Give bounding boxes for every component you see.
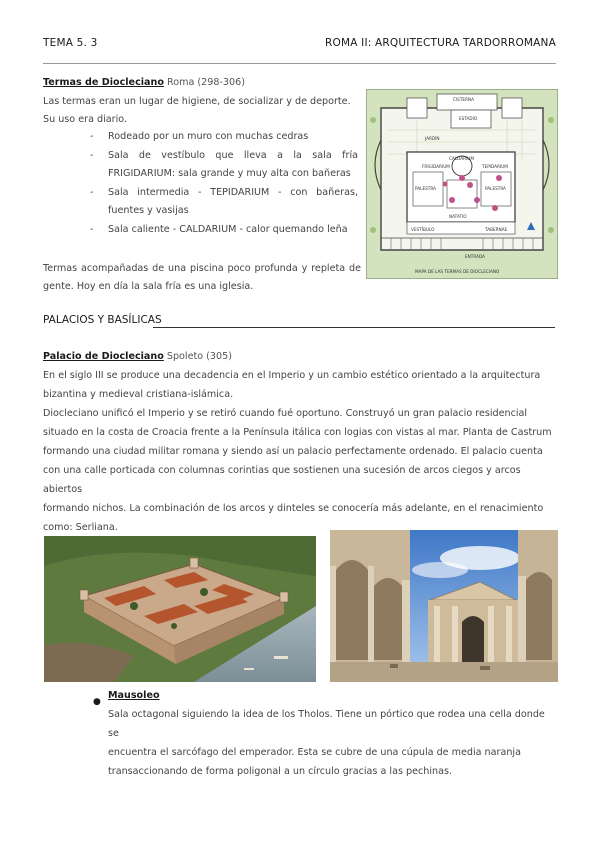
- plan-label-vestibulo: VESTÍBULO: [411, 227, 435, 232]
- termas-outro-2: gente. Hoy en día la sala fría es una iglesia.: [43, 281, 254, 292]
- palace-aerial-photo: [44, 536, 316, 682]
- paragraph-line: situado en la costa de Croacia frente a la Península itálica con logias con vistas al mar. Planta de Castrum: [43, 427, 552, 438]
- mausoleo-bullet-row: [93, 689, 101, 708]
- termas-title: Termas de Diocleciano: [43, 77, 164, 88]
- list-item: - Sala de vestíbulo que lleva a la sala fría: [90, 149, 358, 161]
- mausoleo-title-text: Mausoleo: [108, 690, 160, 701]
- paragraph-line: Sala octagonal siguiendo la idea de los Tholos. Tiene un pórtico que rodea una cella donde se: [108, 709, 545, 739]
- paragraph-line: Diocleciano unificó el Imperio y se retiró cuando fué oportuno. Construyó un gran palacio residencial: [43, 408, 528, 419]
- paragraph-line: como: Serliana.: [43, 522, 118, 533]
- plan-label-legend: MAPA DE LAS TERMAS DE DIOCLECIANO: [415, 269, 500, 274]
- plan-label-palestra-left: PALESTRA: [415, 186, 436, 191]
- section-title-palacios: PALACIOS Y BASÍLICAS: [43, 314, 162, 326]
- paragraph-line: formando una ciudad militar romana y siendo así un palacio perfectamente ordenado. El palacio cuenta: [43, 446, 543, 457]
- plan-label-tepidarium: TEPIDARIUM: [482, 164, 508, 169]
- plan-label-estadio: ESTADIO: [459, 116, 478, 121]
- paragraph-line: encuentra el sarcófago del emperador. Esta se cubre de una cúpula de media naranja: [108, 747, 521, 758]
- termas-subtitle: Roma (298-306): [163, 77, 245, 88]
- paragraph-line: con una calle porticada con columnas corintias que sostienen una sucesión de arcos ciegos y arcos abiertos: [43, 465, 521, 495]
- section-underline: [153, 327, 555, 328]
- plan-label-natatio: NATATIO: [449, 214, 467, 219]
- paragraph-line: formando nichos. La combinación de los arcos y dinteles se conocería más adelante, en el renacimiento: [43, 503, 544, 514]
- paragraph-line: transaccionando de forma poligonal a un círculo gracias a las pechinas.: [108, 766, 453, 777]
- list-item: FRIGIDARIUM: sala grande y muy alta con bañeras: [108, 168, 351, 180]
- header-title: ROMA II: ARQUITECTURA TARDORROMANA: [325, 37, 556, 49]
- palacio-paragraph: [43, 366, 558, 537]
- termas-outro-1: Termas acompañadas de una piscina poco profunda y repleta de: [43, 263, 361, 274]
- list-item: - Rodeado por un muro con muchas cedras: [90, 131, 309, 142]
- plan-label-entrada: ENTRADA: [465, 254, 485, 259]
- termas-intro-2: Su uso era diario.: [43, 114, 127, 125]
- peristyle-photo: [330, 530, 558, 682]
- termas-intro-1: Las termas eran un lugar de higiene, de socializar y de deporte.: [43, 96, 351, 107]
- plan-label-jardin: JARDÍN: [425, 136, 440, 141]
- plan-label-frigidarium: FRIGIDARIUM: [422, 164, 450, 169]
- list-item: - Sala caliente - CALDARIUM - calor quemando leña: [90, 223, 348, 235]
- list-item: fuentes y vasijas: [108, 205, 189, 217]
- plan-label-tabernae: TABERNAE: [485, 227, 508, 232]
- plan-label-cisterna: CISTERNA: [453, 97, 474, 102]
- palacio-heading: [43, 347, 232, 366]
- paragraph-line: bizantina y medieval cristiana-islámica.: [43, 389, 234, 400]
- header-topic: TEMA 5. 3: [43, 37, 98, 49]
- plan-label-caldarium: CALDARIUM: [449, 156, 474, 161]
- palacio-subtitle: Spoleto (305): [163, 351, 232, 362]
- termas-plan-image: [366, 89, 558, 279]
- mausoleo-paragraph: [108, 705, 558, 781]
- mausoleo-title: [108, 686, 160, 705]
- paragraph-line: En el siglo III se produce una decadencia en el Imperio y un cambio estético orientado a la arquitectura: [43, 370, 541, 381]
- palacio-title: Palacio de Diocleciano: [43, 351, 164, 362]
- bullet-icon: ●: [93, 697, 101, 707]
- termas-list: [90, 128, 358, 240]
- list-item: - Sala intermedia - TEPIDARIUM - con bañeras,: [90, 186, 358, 198]
- termas-heading: [43, 73, 245, 92]
- header-rule: [43, 63, 556, 64]
- plan-label-palestra-right: PALESTRA: [485, 186, 506, 191]
